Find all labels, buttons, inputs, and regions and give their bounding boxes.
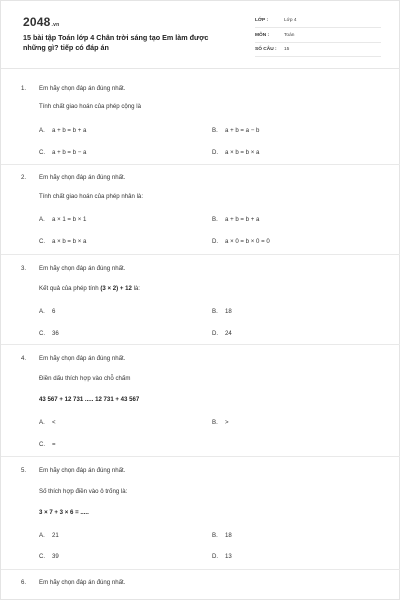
option-a[interactable] xyxy=(39,127,86,134)
question-instruction: Em hãy chọn đáp án đúng nhất. xyxy=(39,85,126,92)
option-text: a + b = a − b xyxy=(225,127,260,134)
option-b[interactable] xyxy=(212,127,259,134)
question-divider xyxy=(1,569,400,570)
question-prompt: Tính chất giao hoán của phép cộng là xyxy=(39,103,141,110)
question-divider xyxy=(1,164,400,165)
meta-count-value: 15 xyxy=(284,47,290,52)
option-a[interactable] xyxy=(39,419,56,426)
option-c[interactable] xyxy=(39,238,86,245)
option-letter: D. xyxy=(212,149,219,156)
option-b[interactable] xyxy=(212,308,232,315)
option-text: > xyxy=(225,419,229,426)
option-text: a × b = b × a xyxy=(52,238,87,245)
header-divider xyxy=(1,68,400,69)
question-instruction: Em hãy chọn đáp án đúng nhất. xyxy=(39,579,126,586)
question-divider xyxy=(1,344,400,345)
option-text: = xyxy=(52,441,56,448)
option-text: a × b = b × a xyxy=(225,149,260,156)
option-b[interactable] xyxy=(212,216,259,223)
option-text: 36 xyxy=(52,330,59,337)
worksheet-title: 15 bài tập Toán lớp 4 Chân trời sáng tạo Em làm được những gì? tiếp có đáp án xyxy=(23,33,209,52)
option-c[interactable] xyxy=(39,441,56,448)
option-letter: C. xyxy=(39,330,46,337)
question-number: 1. xyxy=(21,85,27,92)
option-a[interactable] xyxy=(39,308,55,315)
option-letter: C. xyxy=(39,553,46,560)
option-letter: C. xyxy=(39,149,46,156)
option-b[interactable] xyxy=(212,532,232,539)
option-letter: C. xyxy=(39,441,46,448)
option-b[interactable] xyxy=(212,419,229,426)
option-letter: D. xyxy=(212,553,219,560)
meta-grade xyxy=(255,15,381,28)
question-number: 6. xyxy=(21,579,27,586)
option-letter: C. xyxy=(39,238,46,245)
question-divider xyxy=(1,456,400,457)
meta-grade-value: Lớp 4 xyxy=(284,18,297,23)
question-instruction: Em hãy chọn đáp án đúng nhất. xyxy=(39,265,126,272)
option-text: 13 xyxy=(225,553,232,560)
option-text: 21 xyxy=(52,532,59,539)
question-instruction: Em hãy chọn đáp án đúng nhất. xyxy=(39,467,126,474)
question-instruction: Em hãy chọn đáp án đúng nhất. xyxy=(39,174,126,181)
option-letter: A. xyxy=(39,216,45,223)
meta-subject-value: Toán xyxy=(284,33,295,38)
option-letter: B. xyxy=(212,127,218,134)
question-prompt: Số thích hợp điền vào ô trống là: xyxy=(39,488,128,495)
option-text: a + b = b − a xyxy=(52,149,87,156)
meta-subject xyxy=(255,30,381,43)
option-c[interactable] xyxy=(39,553,59,560)
site-logo[interactable]: 2048.vn xyxy=(23,15,60,29)
option-letter: A. xyxy=(39,308,45,315)
meta-subject-label: MÔN : xyxy=(255,33,270,38)
question-prompt: Điền dấu thích hợp vào chỗ chấm xyxy=(39,375,131,382)
option-letter: B. xyxy=(212,532,218,539)
option-d[interactable] xyxy=(212,149,259,156)
question-expression: 3 × 7 + 3 × 6 = ..... xyxy=(39,509,89,516)
question-number: 2. xyxy=(21,174,27,181)
question-prompt: Kết quả của phép tính (3 × 2) + 12 là: xyxy=(39,285,140,292)
meta-question-count xyxy=(255,44,381,57)
question-number: 3. xyxy=(21,265,27,272)
option-d[interactable] xyxy=(212,330,232,337)
question-prompt: Tính chất giao hoán của phép nhân là: xyxy=(39,193,144,200)
option-d[interactable] xyxy=(212,553,232,560)
option-letter: A. xyxy=(39,419,45,426)
question-number: 4. xyxy=(21,355,27,362)
option-c[interactable] xyxy=(39,149,86,156)
option-text: 24 xyxy=(225,330,232,337)
option-letter: D. xyxy=(212,330,219,337)
option-letter: A. xyxy=(39,127,45,134)
meta-grade-label: LỚP : xyxy=(255,18,269,23)
option-letter: B. xyxy=(212,419,218,426)
option-a[interactable] xyxy=(39,216,86,223)
option-text: a × 0 = b × 0 = 0 xyxy=(225,238,270,245)
option-letter: B. xyxy=(212,216,218,223)
question-instruction: Em hãy chọn đáp án đúng nhất. xyxy=(39,355,126,362)
option-text: 6 xyxy=(52,308,56,315)
option-text: 18 xyxy=(225,532,232,539)
option-letter: A. xyxy=(39,532,45,539)
meta-count-label: SỐ CÂU : xyxy=(255,47,277,52)
question-expression: 43 567 + 12 731 ..... 12 731 + 43 567 xyxy=(39,396,140,403)
worksheet-header xyxy=(1,1,400,67)
option-text: 39 xyxy=(52,553,59,560)
option-text: 18 xyxy=(225,308,232,315)
question-divider xyxy=(1,254,400,255)
question-number: 5. xyxy=(21,467,27,474)
option-text: a + b = b + a xyxy=(52,127,87,134)
option-text: a + b = b + a xyxy=(225,216,260,223)
option-letter: B. xyxy=(212,308,218,315)
option-text: < xyxy=(52,419,56,426)
option-d[interactable] xyxy=(212,238,270,245)
option-a[interactable] xyxy=(39,532,59,539)
option-letter: D. xyxy=(212,238,219,245)
option-text: a × 1 = b × 1 xyxy=(52,216,87,223)
option-c[interactable] xyxy=(39,330,59,337)
